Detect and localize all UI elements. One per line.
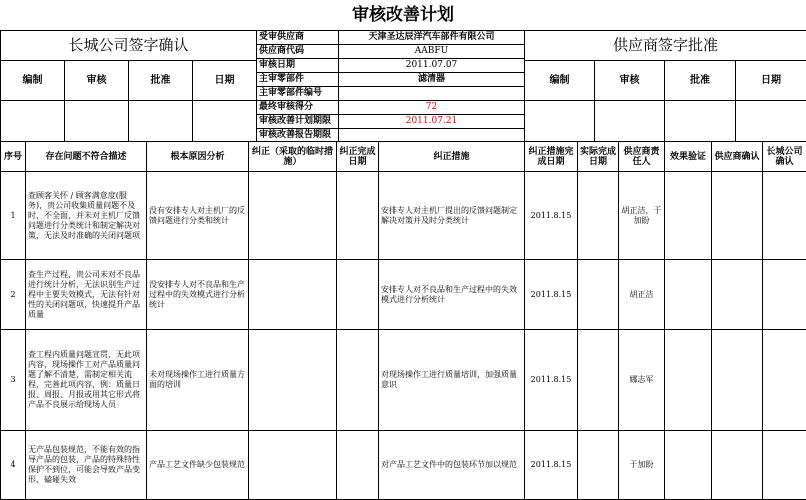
supplier-name: 天津圣达辰洋汽车部件有限公司	[339, 31, 525, 45]
row-action-date: 2011.8.15	[525, 330, 578, 431]
row-action-date: 2011.8.15	[525, 172, 578, 260]
audit-date: 2011.07.07	[339, 59, 525, 73]
right-sign-approve[interactable]	[665, 101, 736, 142]
row-owner: 胡正洁	[619, 260, 665, 330]
col-header-action-date: 纠正措施完成日期	[525, 142, 578, 172]
report-deadline	[339, 129, 525, 142]
row-gw-confirm[interactable]	[763, 260, 806, 330]
row-temp-date[interactable]	[337, 260, 379, 330]
row-owner: 于加盼	[619, 431, 665, 500]
info-label: 受审供应商	[257, 31, 339, 45]
right-label-date: 日期	[736, 61, 806, 101]
col-header-gw-confirm: 长城公司确认	[763, 142, 806, 172]
info-label: 审核改善报告期限	[257, 129, 339, 142]
col-header-cause: 根本原因分析	[147, 142, 249, 172]
table-row	[1, 260, 806, 330]
info-label: 审核改善计划期限	[257, 115, 339, 129]
page-title: 审核改善计划	[0, 0, 806, 31]
row-temp-date[interactable]	[337, 330, 379, 431]
row-cause: 没有安排专人对主机厂的反馈问题进行分类和统计	[147, 172, 249, 260]
final-score: 72	[339, 101, 525, 115]
left-sign-date[interactable]	[193, 101, 257, 142]
left-sign-approve[interactable]	[129, 101, 193, 142]
row-actual-date[interactable]	[578, 172, 619, 260]
row-no: 3	[1, 330, 26, 431]
plan-deadline: 2011.07.21	[339, 115, 525, 129]
info-label: 最终审核得分	[257, 101, 339, 115]
improvement-table	[0, 141, 806, 500]
col-header-no: 序号	[1, 142, 26, 172]
supplier-code: AABFU	[339, 45, 525, 59]
row-actual-date[interactable]	[578, 431, 619, 500]
row-no: 4	[1, 431, 26, 500]
row-supplier-confirm[interactable]	[712, 260, 763, 330]
left-heading: 长城公司签字确认	[1, 31, 257, 61]
row-action-date: 2011.8.15	[525, 260, 578, 330]
table-row	[1, 172, 806, 260]
col-header-temp-date: 纠正完成日期	[337, 142, 379, 172]
row-verify[interactable]	[665, 260, 712, 330]
row-supplier-confirm[interactable]	[712, 330, 763, 431]
col-header-owner: 供应商责任人	[619, 142, 665, 172]
row-problem: 查生产过程，贵公司未对不良品进行统计分析，无法识别生产过程中主要失效模式，无法有针对性的关闭问题项，快速提升产品质量	[26, 260, 147, 330]
row-temp-action[interactable]	[249, 330, 337, 431]
row-temp-date[interactable]	[337, 172, 379, 260]
row-gw-confirm[interactable]	[763, 431, 806, 500]
row-actual-date[interactable]	[578, 330, 619, 431]
row-problem: 查顾客关怀 / 顾客满意度(服务)，贵公司收集质量问题不及时，不全面，并未对主机厂反馈问题进行分类统计和制定解决对策，无法及时准确的关闭问题项	[26, 172, 147, 260]
left-sign-edit[interactable]	[1, 101, 65, 142]
row-problem: 无产品包装规范，不能有效的指导产品的包装，产品的特殊特性保护不到位，可能会导致产品变形、磕碰失效	[26, 431, 147, 500]
right-sign-edit[interactable]	[525, 101, 595, 142]
row-temp-action[interactable]	[249, 172, 337, 260]
right-heading: 供应商签字批准	[525, 31, 806, 61]
left-label-edit: 编制	[1, 61, 65, 101]
col-header-temp-action: 纠正（采取的临时措施）	[249, 142, 337, 172]
info-label: 主审零部件编号	[257, 87, 339, 101]
info-label: 供应商代码	[257, 45, 339, 59]
row-gw-confirm[interactable]	[763, 330, 806, 431]
main-part: 滤清器	[339, 73, 525, 87]
row-cause: 未对现场操作工进行质量方面的培训	[147, 330, 249, 431]
left-signature-block	[0, 30, 257, 142]
col-header-verify: 效果验证	[665, 142, 712, 172]
left-sign-review[interactable]	[65, 101, 129, 142]
right-label-edit: 编制	[525, 61, 595, 101]
row-action: 对产品工艺文件中的包装环节加以规范	[379, 431, 525, 500]
row-temp-action[interactable]	[249, 260, 337, 330]
row-owner: 胡正洁，于加盼	[619, 172, 665, 260]
row-action: 对现场操作工进行质量培训，加强质量意识	[379, 330, 525, 431]
row-supplier-confirm[interactable]	[712, 431, 763, 500]
main-part-number	[339, 87, 525, 101]
row-supplier-confirm[interactable]	[712, 172, 763, 260]
row-no: 2	[1, 260, 26, 330]
col-header-supplier-confirm: 供应商确认	[712, 142, 763, 172]
row-action: 安排专人对主机厂提出的反馈问题制定解决对策并及时分类统计	[379, 172, 525, 260]
row-owner: 娜志军	[619, 330, 665, 431]
row-verify[interactable]	[665, 330, 712, 431]
row-temp-action[interactable]	[249, 431, 337, 500]
col-header-action: 纠正措施	[379, 142, 525, 172]
left-label-review: 审核	[65, 61, 129, 101]
col-header-actual-date: 实际完成日期	[578, 142, 619, 172]
row-no: 1	[1, 172, 26, 260]
info-label: 审核日期	[257, 59, 339, 73]
row-cause: 没安排专人对不良品和生产过程中的失效模式进行分析统计	[147, 260, 249, 330]
right-label-review: 审核	[595, 61, 665, 101]
row-actual-date[interactable]	[578, 260, 619, 330]
right-sign-date[interactable]	[736, 101, 806, 142]
right-signature-block	[524, 30, 806, 142]
row-gw-confirm[interactable]	[763, 172, 806, 260]
col-header-problem: 存在问题不符合描述	[26, 142, 147, 172]
info-label: 主审零部件	[257, 73, 339, 87]
table-row	[1, 330, 806, 431]
row-action: 安排专人对不良品和生产过程中的失效模式进行分析统计	[379, 260, 525, 330]
row-cause: 产品工艺文件缺少包装规范	[147, 431, 249, 500]
row-verify[interactable]	[665, 172, 712, 260]
row-verify[interactable]	[665, 431, 712, 500]
row-temp-date[interactable]	[337, 431, 379, 500]
left-label-date: 日期	[193, 61, 257, 101]
right-sign-review[interactable]	[595, 101, 665, 142]
right-label-approve: 批准	[665, 61, 736, 101]
table-row	[1, 431, 806, 500]
supplier-info-block	[256, 30, 525, 142]
row-action-date: 2011.8.15	[525, 431, 578, 500]
row-problem: 查工程内质量问题宣贯，无此项内容，现场操作工对产品质量问题了解不清楚，需制定相关流程，完善此项内容，例：质量日报、周报、月报或用其它形式将产品不良展示给现场人员	[26, 330, 147, 431]
left-label-approve: 批准	[129, 61, 193, 101]
